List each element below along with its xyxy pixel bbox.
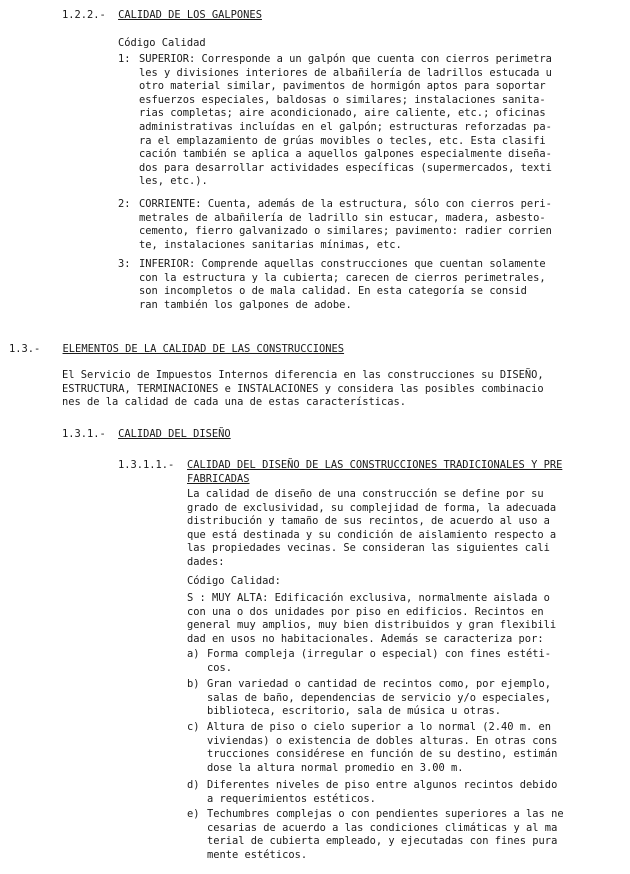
text-line: grado de exclusividad, su complejidad de forma, la adecuada — [187, 501, 557, 514]
section-1-2-2-heading — [62, 9, 262, 23]
item-number: 3: — [118, 258, 131, 270]
text-line: a requerimientos estéticos. — [207, 792, 376, 805]
quality-item-2 — [118, 198, 552, 252]
feature-item-a — [187, 648, 551, 675]
text-line: Gran variedad o cantidad de recintos como, por ejemplo, — [207, 678, 552, 690]
section-title: CALIDAD DEL DISEÑO — [118, 428, 231, 440]
text-line: distribución y tamaño de sus recintos, de acuerdo al uso a — [187, 515, 550, 528]
text-line: trucciones considérese en función de su destino, estimán — [207, 748, 558, 761]
text-line: cos. — [207, 661, 233, 674]
section-title: CALIDAD DE LOS GALPONES — [118, 9, 262, 21]
text-line: que está destinada y su condición de aislamiento respecto a — [187, 528, 557, 541]
text-line: dades: — [187, 555, 225, 568]
text-line: les, etc.). — [139, 175, 208, 188]
title-line: CALIDAD DEL DISEÑO DE LAS CONSTRUCCIONES TRADICIONALES Y PRE — [187, 459, 563, 471]
text-line: te, instalaciones sanitarias mínimas, etc. — [139, 238, 402, 251]
text-line: ra el emplazamiento de grúas movibles o tecles, etc. Esta clasifi — [139, 134, 546, 147]
text-line: general muy amplios, muy bien distribuidos y gran flexibili — [187, 619, 557, 632]
text-line: nes de la calidad de cada una de estas características. — [62, 396, 407, 409]
item-number: 2: — [118, 198, 131, 210]
codigo-calidad-label: Código Calidad — [118, 37, 206, 49]
text-line: Forma compleja (irregular o especial) con fines estéti- — [207, 648, 552, 660]
text-line: INFERIOR: Comprende aquellas construcciones que cuentan solamente — [139, 258, 546, 270]
codigo-calidad-label-2: Código Calidad: — [187, 575, 281, 587]
text-line: dos para desarrollar actividades específicas (supermercados, texti — [139, 161, 552, 174]
text-line: Diferentes niveles de piso entre algunos recintos debido — [207, 779, 558, 791]
text-line: metrales de albañilería de ladrillo sin estucar, madera, asbesto- — [139, 211, 546, 224]
item-letter: d) — [187, 779, 200, 791]
text-line: con una o dos unidades por piso en edificios. Recintos en — [187, 605, 544, 618]
quality-item-3 — [118, 258, 546, 312]
text-line: viviendas) o existencia de dobles alturas. En otras cons — [207, 734, 558, 747]
text-line: rias completas; aire acondicionado, aire caliente, etc.; oficinas — [139, 107, 546, 120]
quality-s-description — [187, 592, 556, 646]
text-line: terial de cubierta empleado, y ejecutadas con fines pura — [207, 835, 558, 848]
text-line: El Servicio de Impuestos Internos diferencia en las construcciones su DISEÑO, — [62, 369, 544, 381]
text-line: mente estéticos. — [207, 848, 308, 861]
item-letter: c) — [187, 721, 200, 733]
section-1-3-heading — [9, 343, 344, 357]
text-line: esfuerzos especiales, baldosas o similares; instalaciones sanita- — [139, 93, 546, 106]
text-line: CORRIENTE: Cuenta, además de la estructura, sólo con cierros peri- — [139, 198, 552, 210]
item-number: 1: — [118, 53, 131, 65]
feature-item-e — [187, 808, 564, 862]
text-line: S : MUY ALTA: Edificación exclusiva, normalmente aislada o — [187, 592, 550, 604]
feature-item-d — [187, 779, 557, 806]
section-1-3-1-1-intro — [187, 488, 556, 570]
text-line: biblioteca, escritorio, sala de música u otras. — [207, 705, 502, 718]
feature-item-c — [187, 721, 557, 775]
text-line: ESTRUCTURA, TERMINACIONES e INSTALACIONES y considera las posibles combinacio — [62, 382, 544, 395]
text-line: cesarias de acuerdo a las condiciones climáticas y al ma — [207, 821, 558, 834]
text-line: SUPERIOR: Corresponde a un galpón que cuenta con cierros perimetra — [139, 53, 552, 65]
text-line: las propiedades vecinas. Se consideran las siguientes cali — [187, 542, 550, 555]
text-line: con la estructura y la cubierta; carecen de cierros perimetrales, — [139, 271, 546, 284]
text-line: les y divisiones interiores de albañilería de ladrillos estucada u — [139, 66, 552, 79]
text-line: cemento, fierro galvanizado o similares; pavimento: radier corrien — [139, 225, 552, 238]
item-letter: b) — [187, 678, 200, 690]
quality-item-1 — [118, 53, 552, 189]
section-1-3-1-heading — [62, 428, 231, 442]
section-1-3-1-1-title — [187, 459, 562, 486]
section-number: 1.3.- — [9, 343, 41, 355]
text-line: ran también los galpones de adobe. — [139, 298, 352, 311]
section-number: 1.3.1.- — [62, 428, 106, 440]
text-line: otro material similar, pavimentos de hormigón aptos para soportar — [139, 80, 546, 93]
feature-item-b — [187, 678, 551, 719]
text-line: dose la altura normal promedio en 3.00 m. — [207, 761, 464, 774]
item-letter: a) — [187, 648, 200, 660]
section-1-3-paragraph — [62, 369, 544, 410]
section-1-3-1-1-number: 1.3.1.1.- — [118, 459, 175, 471]
text-line: La calidad de diseño de una construcción se define por su — [187, 488, 544, 500]
item-letter: e) — [187, 808, 200, 820]
text-line: salas de baño, dependencias de servicio y/o especiales, — [207, 691, 552, 704]
section-number: 1.2.2.- — [62, 9, 106, 21]
text-line: administrativas incluídas en el galpón; estructuras reforzadas pa- — [139, 120, 552, 133]
text-line: Altura de piso o cielo superior a lo normal (2.40 m. en — [207, 721, 552, 733]
text-line: Techumbres complejas o con pendientes superiores a las ne — [207, 808, 564, 820]
section-title: ELEMENTOS DE LA CALIDAD DE LAS CONSTRUCCIONES — [62, 343, 345, 355]
title-line: FABRICADAS — [187, 472, 250, 485]
text-line: son incompletos o de mala calidad. En esta categoría se consid — [139, 285, 527, 298]
text-line: dad en usos no habitacionales. Además se caracteriza por: — [187, 632, 544, 645]
text-line: cación también se aplica a aquellos galpones especialmente diseña- — [139, 148, 552, 161]
